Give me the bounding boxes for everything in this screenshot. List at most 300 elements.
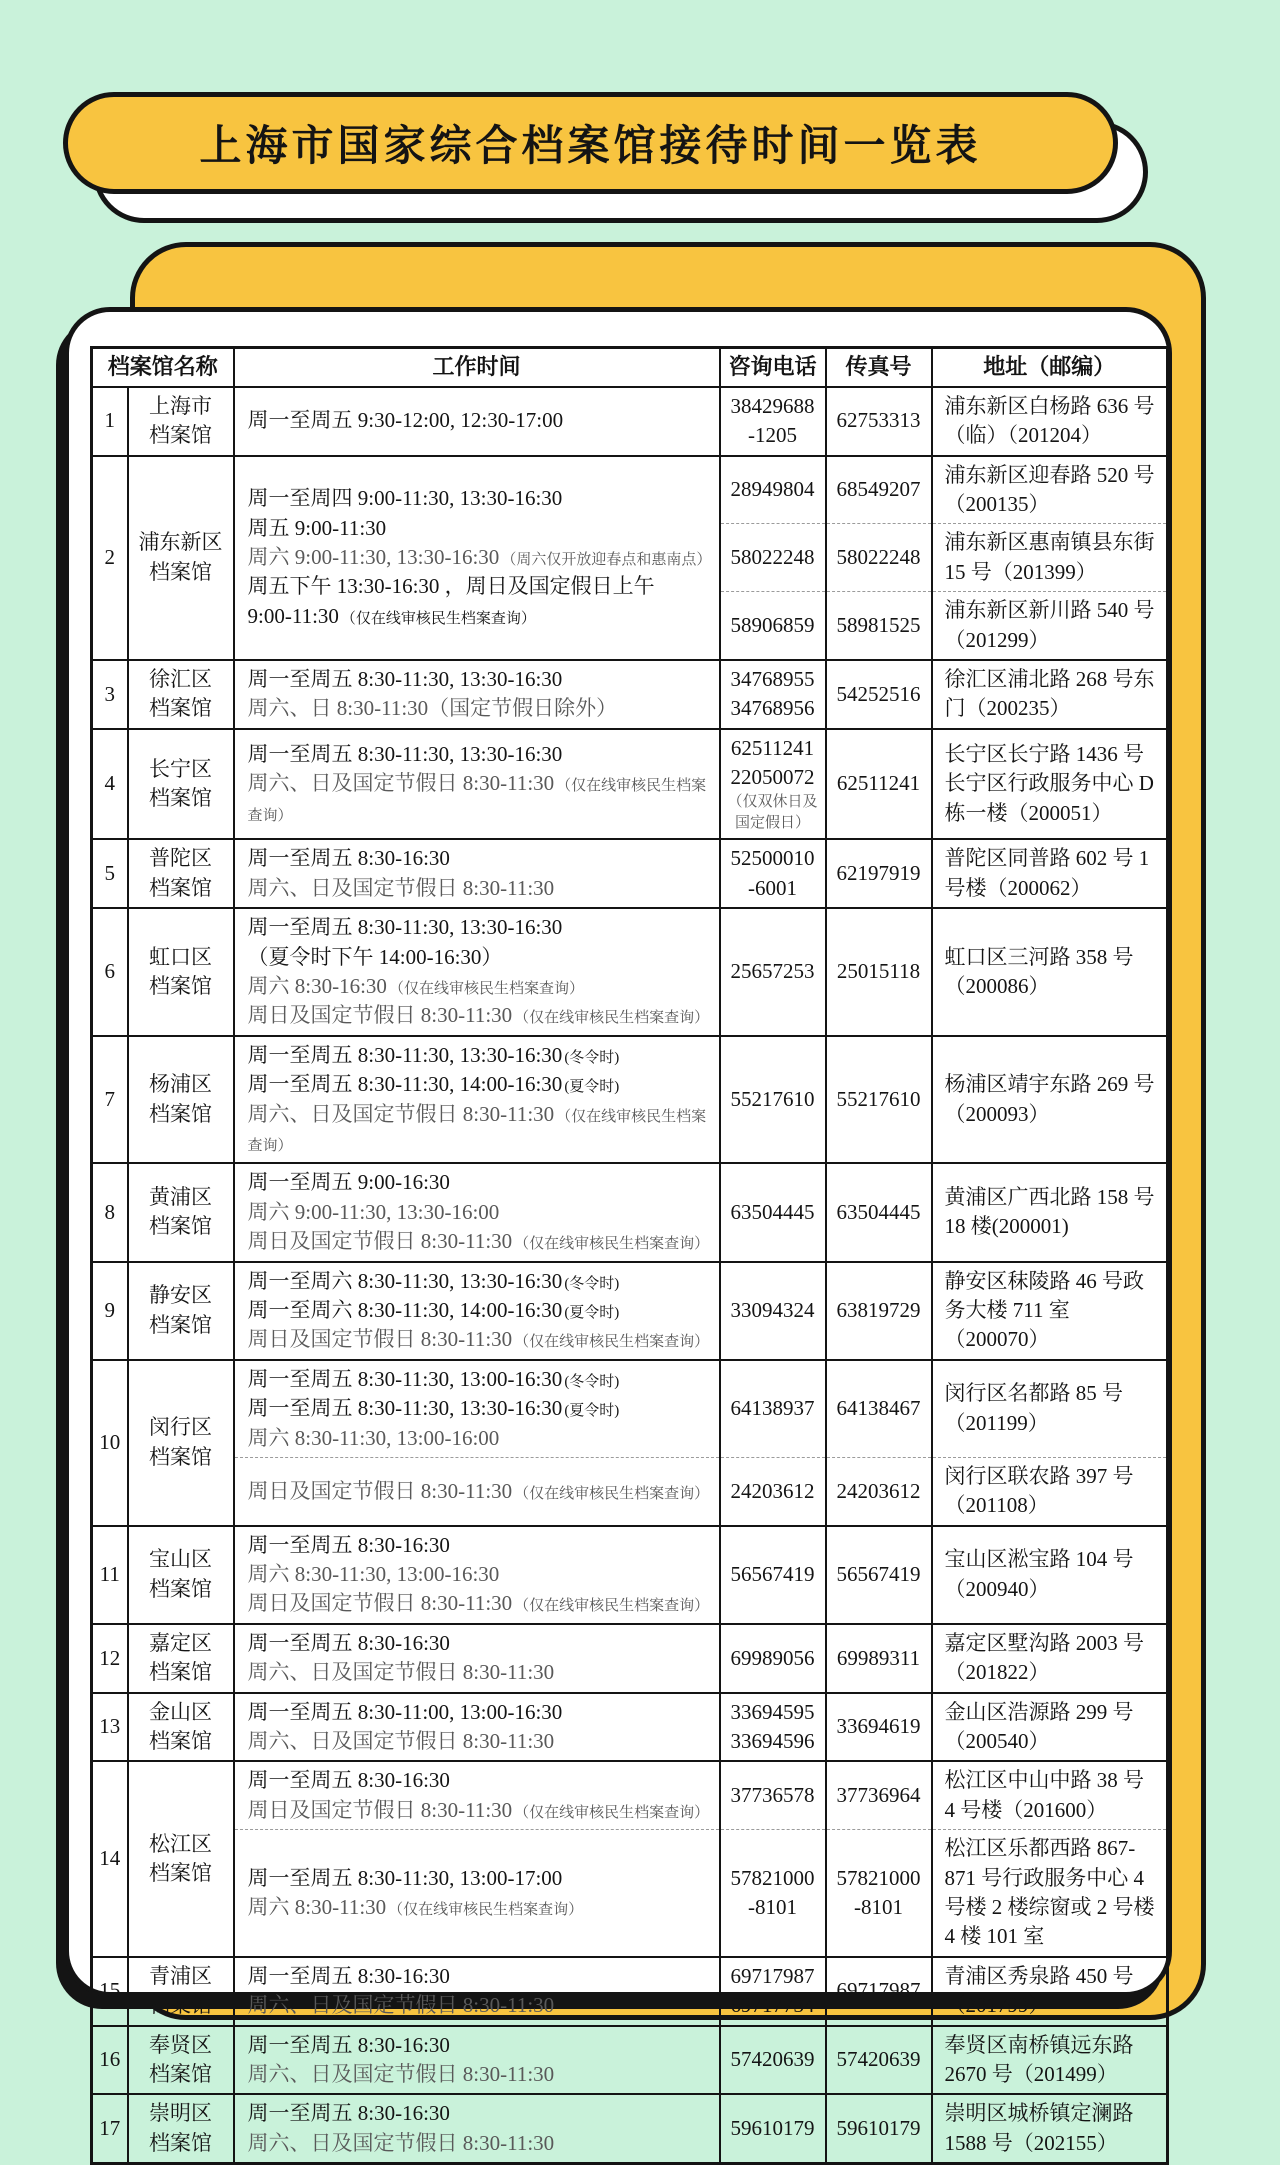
text-line: 62511241 (730, 735, 815, 760)
text-line: 62197919 (836, 861, 921, 886)
fax-cell (826, 2026, 932, 2095)
archive-name (128, 660, 234, 729)
text-line: 63819729 (836, 1297, 921, 1322)
text-line: 6 (104, 959, 115, 984)
work-time-cell (234, 1761, 720, 1829)
note-text: (冬令时) (564, 1275, 620, 1292)
text-line: 档案馆 (149, 1444, 212, 1469)
work-time-cell (234, 1163, 720, 1261)
work-time-cell (234, 1624, 720, 1693)
row-number (92, 1262, 128, 1360)
note-text: (冬令时) (564, 1049, 620, 1066)
text-line: 松江区 (149, 1831, 212, 1856)
row-number (92, 1761, 128, 1956)
text-line: 档案馆 (149, 1729, 212, 1754)
text-line: 2 (104, 545, 115, 570)
phone-cell (720, 524, 826, 592)
address-cell (932, 524, 1168, 592)
archive-name (128, 2094, 234, 2163)
text-line: 周日及国定节假日 8:30-11:30 （仅在线审核民生档案查询） (247, 1003, 710, 1028)
header-row (92, 348, 1168, 387)
text-line: 档案馆 (149, 696, 212, 721)
phone-cell (720, 1624, 826, 1693)
text-line: 33694596 (730, 1729, 815, 1754)
text-line: 69717987 (836, 1978, 921, 2003)
address-cell (932, 660, 1168, 729)
text-line: 33094324 (730, 1297, 815, 1322)
row-number (92, 1036, 128, 1164)
work-time-cell (234, 660, 720, 729)
text-line: 14 (99, 1846, 121, 1871)
text-line: 38429688 (730, 393, 815, 418)
row-number (92, 839, 128, 908)
phone-cell (720, 1360, 826, 1458)
text-line: 24203612 (836, 1478, 921, 1503)
address-cell (932, 592, 1168, 660)
text-line: 长宁区 (149, 756, 212, 781)
text-line: 58981525 (836, 612, 921, 637)
address-cell (932, 456, 1168, 524)
table-row (92, 1526, 1168, 1624)
text-line: 63504445 (836, 1199, 921, 1224)
archive-name (128, 1526, 234, 1624)
address-cell (932, 1526, 1168, 1624)
text-line: 奉贤区 (149, 2032, 212, 2057)
row-number (92, 2026, 128, 2095)
text-line: 37736578 (730, 1783, 815, 1808)
text-line: 浦东新区新川路 540 号（201299） (944, 598, 1155, 652)
text-line: 1 (104, 408, 115, 433)
text-line: 静安区 (149, 1283, 212, 1308)
fax-cell (826, 660, 932, 729)
phone-cell (720, 456, 826, 524)
row-number (92, 2094, 128, 2163)
archive-name (128, 456, 234, 660)
text-line: 17 (99, 2116, 121, 2141)
text-line: 周日及国定节假日 8:30-11:30 （仅在线审核民生档案查询） (247, 1797, 710, 1822)
phone-cell (720, 387, 826, 456)
text-line: 69989056 (730, 1645, 815, 1670)
table-row (92, 1761, 1168, 1829)
phone-cell (720, 729, 826, 840)
text-line: 崇明区城桥镇定澜路 1588 号（202155） (944, 2101, 1134, 2155)
text-line: 25657253 (730, 959, 815, 984)
text-line: 13 (99, 1714, 121, 1739)
text-line: 周一至周五 8:30-16:30 (247, 846, 450, 871)
text-line: 周一至周五 8:30-16:30 (247, 1532, 450, 1557)
text-line: 档案馆 (149, 2061, 212, 2086)
fax-cell (826, 1163, 932, 1261)
text-line: 周六、日及国定节假日 8:30-11:30 (247, 1729, 555, 1754)
text-line: 奉贤区南桥镇远东路 2670 号（201499） (944, 2032, 1134, 2086)
text-line: 档案馆 (149, 559, 212, 584)
row-number (92, 456, 128, 660)
work-time-cell (234, 1457, 720, 1525)
text-line: 周六、日 8:30-11:30（国定节假日除外） (247, 696, 618, 721)
archives-table (90, 346, 1169, 2165)
work-time-cell (234, 908, 720, 1036)
address-cell (932, 729, 1168, 840)
note-text: （仅在线审核民生档案查询） (514, 1804, 710, 1821)
phone-cell (720, 1957, 826, 2026)
fax-cell (826, 1957, 932, 2026)
text-line: 周五 9:00-11:30 (247, 515, 387, 540)
phone-cell (720, 1830, 826, 1957)
text-line: 档案馆 (149, 1576, 212, 1601)
text-line: 58022248 (836, 545, 921, 570)
text-line: -1205 (748, 423, 798, 448)
text-line: 62511241 (836, 771, 921, 796)
phone-cell (720, 839, 826, 908)
text-line: 虹口区 (149, 944, 212, 969)
fax-cell (826, 1830, 932, 1957)
text-line: 长宁区长宁路 1436 号长宁区行政服务中心 D 栋一楼（200051） (944, 742, 1154, 825)
address-cell (932, 387, 1168, 456)
text-line: 周五下午 13:30-16:30 ，周日及国定假日上午 (247, 574, 655, 599)
work-time-cell (234, 387, 720, 456)
text-line: 周六、日及国定节假日 8:30-11:30 (247, 875, 555, 900)
text-line: 52500010 (730, 846, 815, 871)
address-cell (932, 1457, 1168, 1525)
text-line: 57821000 (730, 1865, 815, 1890)
text-line: 周六、日及国定节假日 8:30-11:30 （仅在线审核民生档案查询） (247, 1101, 707, 1154)
text-line: 档案馆 (149, 875, 212, 900)
text-line: 周日及国定节假日 8:30-11:30 （仅在线审核民生档案查询） (247, 1478, 710, 1503)
text-line: 上海市 (149, 393, 212, 418)
header-address: 地址（邮编） (932, 348, 1168, 387)
row-number (92, 1957, 128, 2026)
row-number (92, 1526, 128, 1624)
text-line: 周六 8:30-11:30, 13:00-16:30 (247, 1562, 500, 1587)
fax-cell (826, 1457, 932, 1525)
archive-name (128, 729, 234, 840)
text-line: 9:00-11:30 （仅在线审核民生档案查询） (247, 603, 536, 628)
table-row (92, 1036, 1168, 1164)
work-time-cell (234, 729, 720, 840)
text-line: 周一至周六 8:30-11:30, 14:00-16:30 (夏令时) (247, 1297, 620, 1322)
fax-cell (826, 1360, 932, 1458)
text-line: 33694595 (730, 1699, 815, 1724)
text-line: 周六 8:30-11:30 （仅在线审核民生档案查询） (247, 1894, 584, 1919)
fax-cell (826, 2094, 932, 2163)
address-cell (932, 1761, 1168, 1829)
text-line: 崇明区 (149, 2101, 212, 2126)
text-line: 浦东新区惠南镇县东街 15 号（201399） (944, 530, 1155, 584)
text-line: 徐汇区浦北路 268 号东门（200235） (944, 666, 1155, 721)
text-line: 10 (99, 1430, 121, 1455)
text-line: 档案馆 (149, 974, 212, 999)
text-line: 宝山区淞宝路 104 号（200940） (944, 1547, 1134, 1601)
address-cell (932, 1163, 1168, 1261)
text-line: 64138467 (836, 1396, 921, 1421)
text-line: 闵行区名都路 85 号（201199） (944, 1381, 1124, 1435)
text-line: 周六、日及国定节假日 8:30-11:30 (247, 1993, 555, 2018)
text-line: 28949804 (730, 477, 815, 502)
text-line: 档案馆 (149, 1861, 212, 1886)
phone-cell (720, 2026, 826, 2095)
text-line: 64138937 (730, 1396, 815, 1421)
text-line: 周六、日及国定节假日 8:30-11:30 (247, 2130, 555, 2155)
text-line: 周六、日及国定节假日 8:30-11:30 (247, 1660, 555, 1685)
address-cell (932, 1830, 1168, 1957)
text-line: 5 (104, 861, 115, 886)
text-line: 58022248 (730, 545, 815, 570)
text-line: 周一至周五 8:30-16:30 (247, 1768, 450, 1793)
text-line: 档案馆 (149, 1101, 212, 1126)
text-line: 周日及国定节假日 8:30-11:30 （仅在线审核民生档案查询） (247, 1327, 710, 1352)
text-line: 69717734 (730, 1993, 815, 2018)
archive-name (128, 839, 234, 908)
text-line: 3 (104, 681, 115, 706)
table-header (92, 348, 1168, 387)
address-cell (932, 2094, 1168, 2163)
text-line: 档案馆 (149, 1214, 212, 1239)
table-row (92, 1163, 1168, 1261)
address-cell (932, 1693, 1168, 1762)
fax-cell (826, 1761, 932, 1829)
text-line: 54252516 (836, 681, 921, 706)
table-row (92, 839, 1168, 908)
table-row (92, 1262, 1168, 1360)
text-line: 档案馆 (149, 423, 212, 448)
archive-name (128, 1036, 234, 1164)
text-line: 55217610 (836, 1086, 921, 1111)
text-line: 档案馆 (149, 786, 212, 811)
address-cell (932, 1262, 1168, 1360)
text-line: 57821000 (836, 1865, 921, 1890)
archive-name (128, 387, 234, 456)
text-line: 63504445 (730, 1199, 815, 1224)
text-line: 普陀区 (149, 846, 212, 871)
text-line: 档案馆 (149, 2130, 212, 2155)
text-line: 4 (104, 771, 115, 796)
text-line: 62753313 (836, 408, 921, 433)
row-number (92, 729, 128, 840)
text-line: 青浦区秀泉路 450 号（201799） (944, 1963, 1134, 2018)
row-number (92, 1624, 128, 1693)
row-number (92, 1360, 128, 1526)
text-line: 档案馆 (149, 1660, 212, 1685)
fax-cell (826, 1693, 932, 1762)
address-cell (932, 1360, 1168, 1458)
phone-cell (720, 1163, 826, 1261)
text-line: 58906859 (730, 612, 815, 637)
text-line: 徐汇区 (149, 666, 212, 691)
text-line: 69717987 (730, 1963, 815, 1988)
text-line: 周日及国定节假日 8:30-11:30 （仅在线审核民生档案查询） (247, 1591, 710, 1616)
table-row (92, 908, 1168, 1036)
row-number (92, 1693, 128, 1762)
note-text: (夏令时) (564, 1079, 620, 1096)
text-line: 16 (99, 2047, 121, 2072)
text-line: 周一至周五 8:30-11:00, 13:00-16:30 (247, 1699, 563, 1724)
work-time-cell (234, 1526, 720, 1624)
text-line: 周一至周五 8:30-11:30, 13:30-16:30 (247, 915, 563, 940)
text-line: 宝山区 (149, 1547, 212, 1572)
archive-name (128, 1360, 234, 1526)
text-line: 黄浦区 (149, 1185, 212, 1210)
text-line: 11 (99, 1562, 120, 1587)
note-text: （仅在线审核民生档案查询） (514, 1010, 710, 1027)
row-number (92, 908, 128, 1036)
work-time-cell (234, 456, 720, 660)
work-time-cell (234, 1957, 720, 2026)
row-number (92, 1163, 128, 1261)
text-line: 周一至周五 8:30-16:30 (247, 2032, 450, 2057)
text-line: 56567419 (836, 1562, 921, 1587)
text-line: 杨浦区 (149, 1072, 212, 1097)
fax-cell (826, 839, 932, 908)
note-text: （仅在线审核民生档案查询） (388, 1901, 584, 1918)
text-line: 59610179 (836, 2116, 921, 2141)
note-text: （仅在线审核民生档案查询） (514, 1236, 710, 1253)
text-line: 22050072 (730, 765, 815, 790)
phone-cell (720, 1693, 826, 1762)
text-line: 7 (104, 1086, 115, 1111)
phone-cell (720, 1457, 826, 1525)
work-time-cell (234, 2094, 720, 2163)
phone-cell (720, 660, 826, 729)
text-line: 37736964 (836, 1783, 921, 1808)
text-line: -8101 (748, 1894, 798, 1919)
note-text: （仅在线审核民生档案查询） (514, 1485, 710, 1502)
work-time-cell (234, 1262, 720, 1360)
note-text: (夏令时) (564, 1304, 620, 1321)
archive-name (128, 1624, 234, 1693)
text-line: 周六 8:30-16:30 （仅在线审核民生档案查询） (247, 974, 584, 999)
text-line: 浦东新区迎春路 520 号（200135） (944, 462, 1155, 516)
text-line: 嘉定区墅沟路 2003 号（201822） (944, 1630, 1145, 1685)
note-text: （仅在线审核民生档案查询） (514, 1598, 710, 1615)
fax-cell (826, 1526, 932, 1624)
text-line: 金山区 (149, 1699, 212, 1724)
work-time-cell (234, 1036, 720, 1164)
archive-name (128, 1761, 234, 1956)
text-line: 周一至周五 8:30-11:30, 13:00-16:30 (冬令时) (247, 1366, 620, 1391)
phone-cell (720, 1526, 826, 1624)
text-line: 金山区浩源路 299 号（200540） (944, 1699, 1134, 1754)
fax-cell (826, 524, 932, 592)
note-text: （仅在线审核民生档案查询） (247, 1108, 707, 1154)
note-text: (夏令时) (564, 1403, 620, 1420)
text-line: （夏令时下午 14:00-16:30） (247, 944, 503, 969)
address-cell (932, 1957, 1168, 2026)
phone-cell (720, 1761, 826, 1829)
row-number (92, 387, 128, 456)
header-work-time: 工作时间 (234, 348, 720, 387)
table-row (92, 1693, 1168, 1762)
phone-cell (720, 2094, 826, 2163)
text-line: 34768955 (730, 666, 815, 691)
text-line: 周一至周五 8:30-16:30 (247, 1963, 450, 1988)
text-line: 松江区乐都西路 867-871 号行政服务中心 4 号楼 2 楼综窗或 2 号楼 4 楼 101 室 (944, 1836, 1155, 1949)
text-line: 周日及国定节假日 8:30-11:30 （仅在线审核民生档案查询） (247, 1229, 710, 1254)
fax-cell (826, 1036, 932, 1164)
text-line: 普陀区同普路 602 号 1 号楼（200062） (944, 846, 1150, 900)
fax-cell (826, 1624, 932, 1693)
note-text: （仅在线审核民生档案查询） (514, 1334, 710, 1351)
header-phone: 咨询电话 (720, 348, 826, 387)
table-body (92, 387, 1168, 2164)
text-line: 档案馆 (149, 1312, 212, 1337)
text-line: 周六、日及国定节假日 8:30-11:30 (247, 2061, 555, 2086)
fax-cell (826, 387, 932, 456)
text-line: -8101 (854, 1894, 904, 1919)
table-row (92, 1360, 1168, 1458)
text-line: 33694619 (836, 1714, 921, 1739)
text-line: 周一至周五 8:30-16:30 (247, 1630, 450, 1655)
text-line: 15 (99, 1978, 121, 2003)
note-text: (冬令时) (564, 1373, 620, 1390)
text-line: 浦东新区 (138, 530, 223, 555)
address-cell (932, 1036, 1168, 1164)
text-line: 59610179 (730, 2116, 815, 2141)
work-time-cell (234, 839, 720, 908)
text-line: 黄浦区广西北路 158 号 18 楼(200001) (944, 1185, 1155, 1239)
note-text: （仅在线审核民生档案查询） (247, 778, 707, 824)
text-line: 周一至周五 8:30-11:30, 13:30-16:30 (冬令时) (247, 1042, 620, 1067)
note-text: （周六仅开放迎春点和惠南点） (501, 552, 712, 569)
fax-cell (826, 1262, 932, 1360)
text-line: 周一至周五 9:00-16:30 (247, 1170, 450, 1195)
text-line: 虹口区三河路 358 号（200086） (944, 944, 1134, 999)
work-time-cell (234, 1360, 720, 1458)
phone-cell (720, 1262, 826, 1360)
text-line: 浦东新区白杨路 636 号（临）（201204） (944, 393, 1155, 448)
text-line: 周一至周五 8:30-11:30, 13:30-16:30 (247, 666, 563, 691)
header-fax: 传真号 (826, 348, 932, 387)
work-time-cell (234, 2026, 720, 2095)
table-card (64, 307, 1172, 2155)
phone-cell (720, 592, 826, 660)
text-line: 周六、日及国定节假日 8:30-11:30 （仅在线审核民生档案查询） (247, 771, 707, 824)
fax-cell (826, 592, 932, 660)
text-line: 68549207 (836, 477, 921, 502)
text-line: 69989311 (836, 1645, 921, 1670)
archive-name (128, 1163, 234, 1261)
address-cell (932, 839, 1168, 908)
archive-name (128, 1693, 234, 1762)
text-line: 57420639 (836, 2047, 921, 2072)
phone-cell (720, 908, 826, 1036)
text-line: 周一至周五 8:30-16:30 (247, 2101, 450, 2126)
table-row (92, 1830, 1168, 1957)
text-line: 12 (99, 1645, 121, 1670)
table-row (92, 1624, 1168, 1693)
header-archive-name: 档案馆名称 (92, 348, 234, 387)
text-line: 25015118 (836, 959, 921, 984)
text-line: 闵行区 (149, 1415, 212, 1440)
archive-name (128, 1262, 234, 1360)
text-line: 56567419 (730, 1562, 815, 1587)
table-row (92, 1957, 1168, 2026)
table-row (92, 2094, 1168, 2163)
work-time-cell (234, 1693, 720, 1762)
table-row (92, 660, 1168, 729)
note-text: （仅在线审核民生档案查询） (340, 610, 536, 627)
page-title: 上海市国家综合档案馆接待时间一览表 (63, 92, 1118, 194)
table-row (92, 2026, 1168, 2095)
text-line: 周六 9:00-11:30, 13:30-16:30 （周六仅开放迎春点和惠南点） (247, 545, 712, 570)
text-line: 静安区秣陵路 46 号政务大楼 711 室（200070） (944, 1268, 1145, 1352)
text-line: 青浦区 (149, 1963, 212, 1988)
text-line: 24203612 (730, 1478, 815, 1503)
fax-cell (826, 456, 932, 524)
note-text: （仅在线审核民生档案查询） (388, 981, 584, 998)
address-cell (932, 1624, 1168, 1693)
text-line: 周一至周五 8:30-11:30, 13:30-16:30 (夏令时) (247, 1396, 620, 1421)
archive-name (128, 2026, 234, 2095)
